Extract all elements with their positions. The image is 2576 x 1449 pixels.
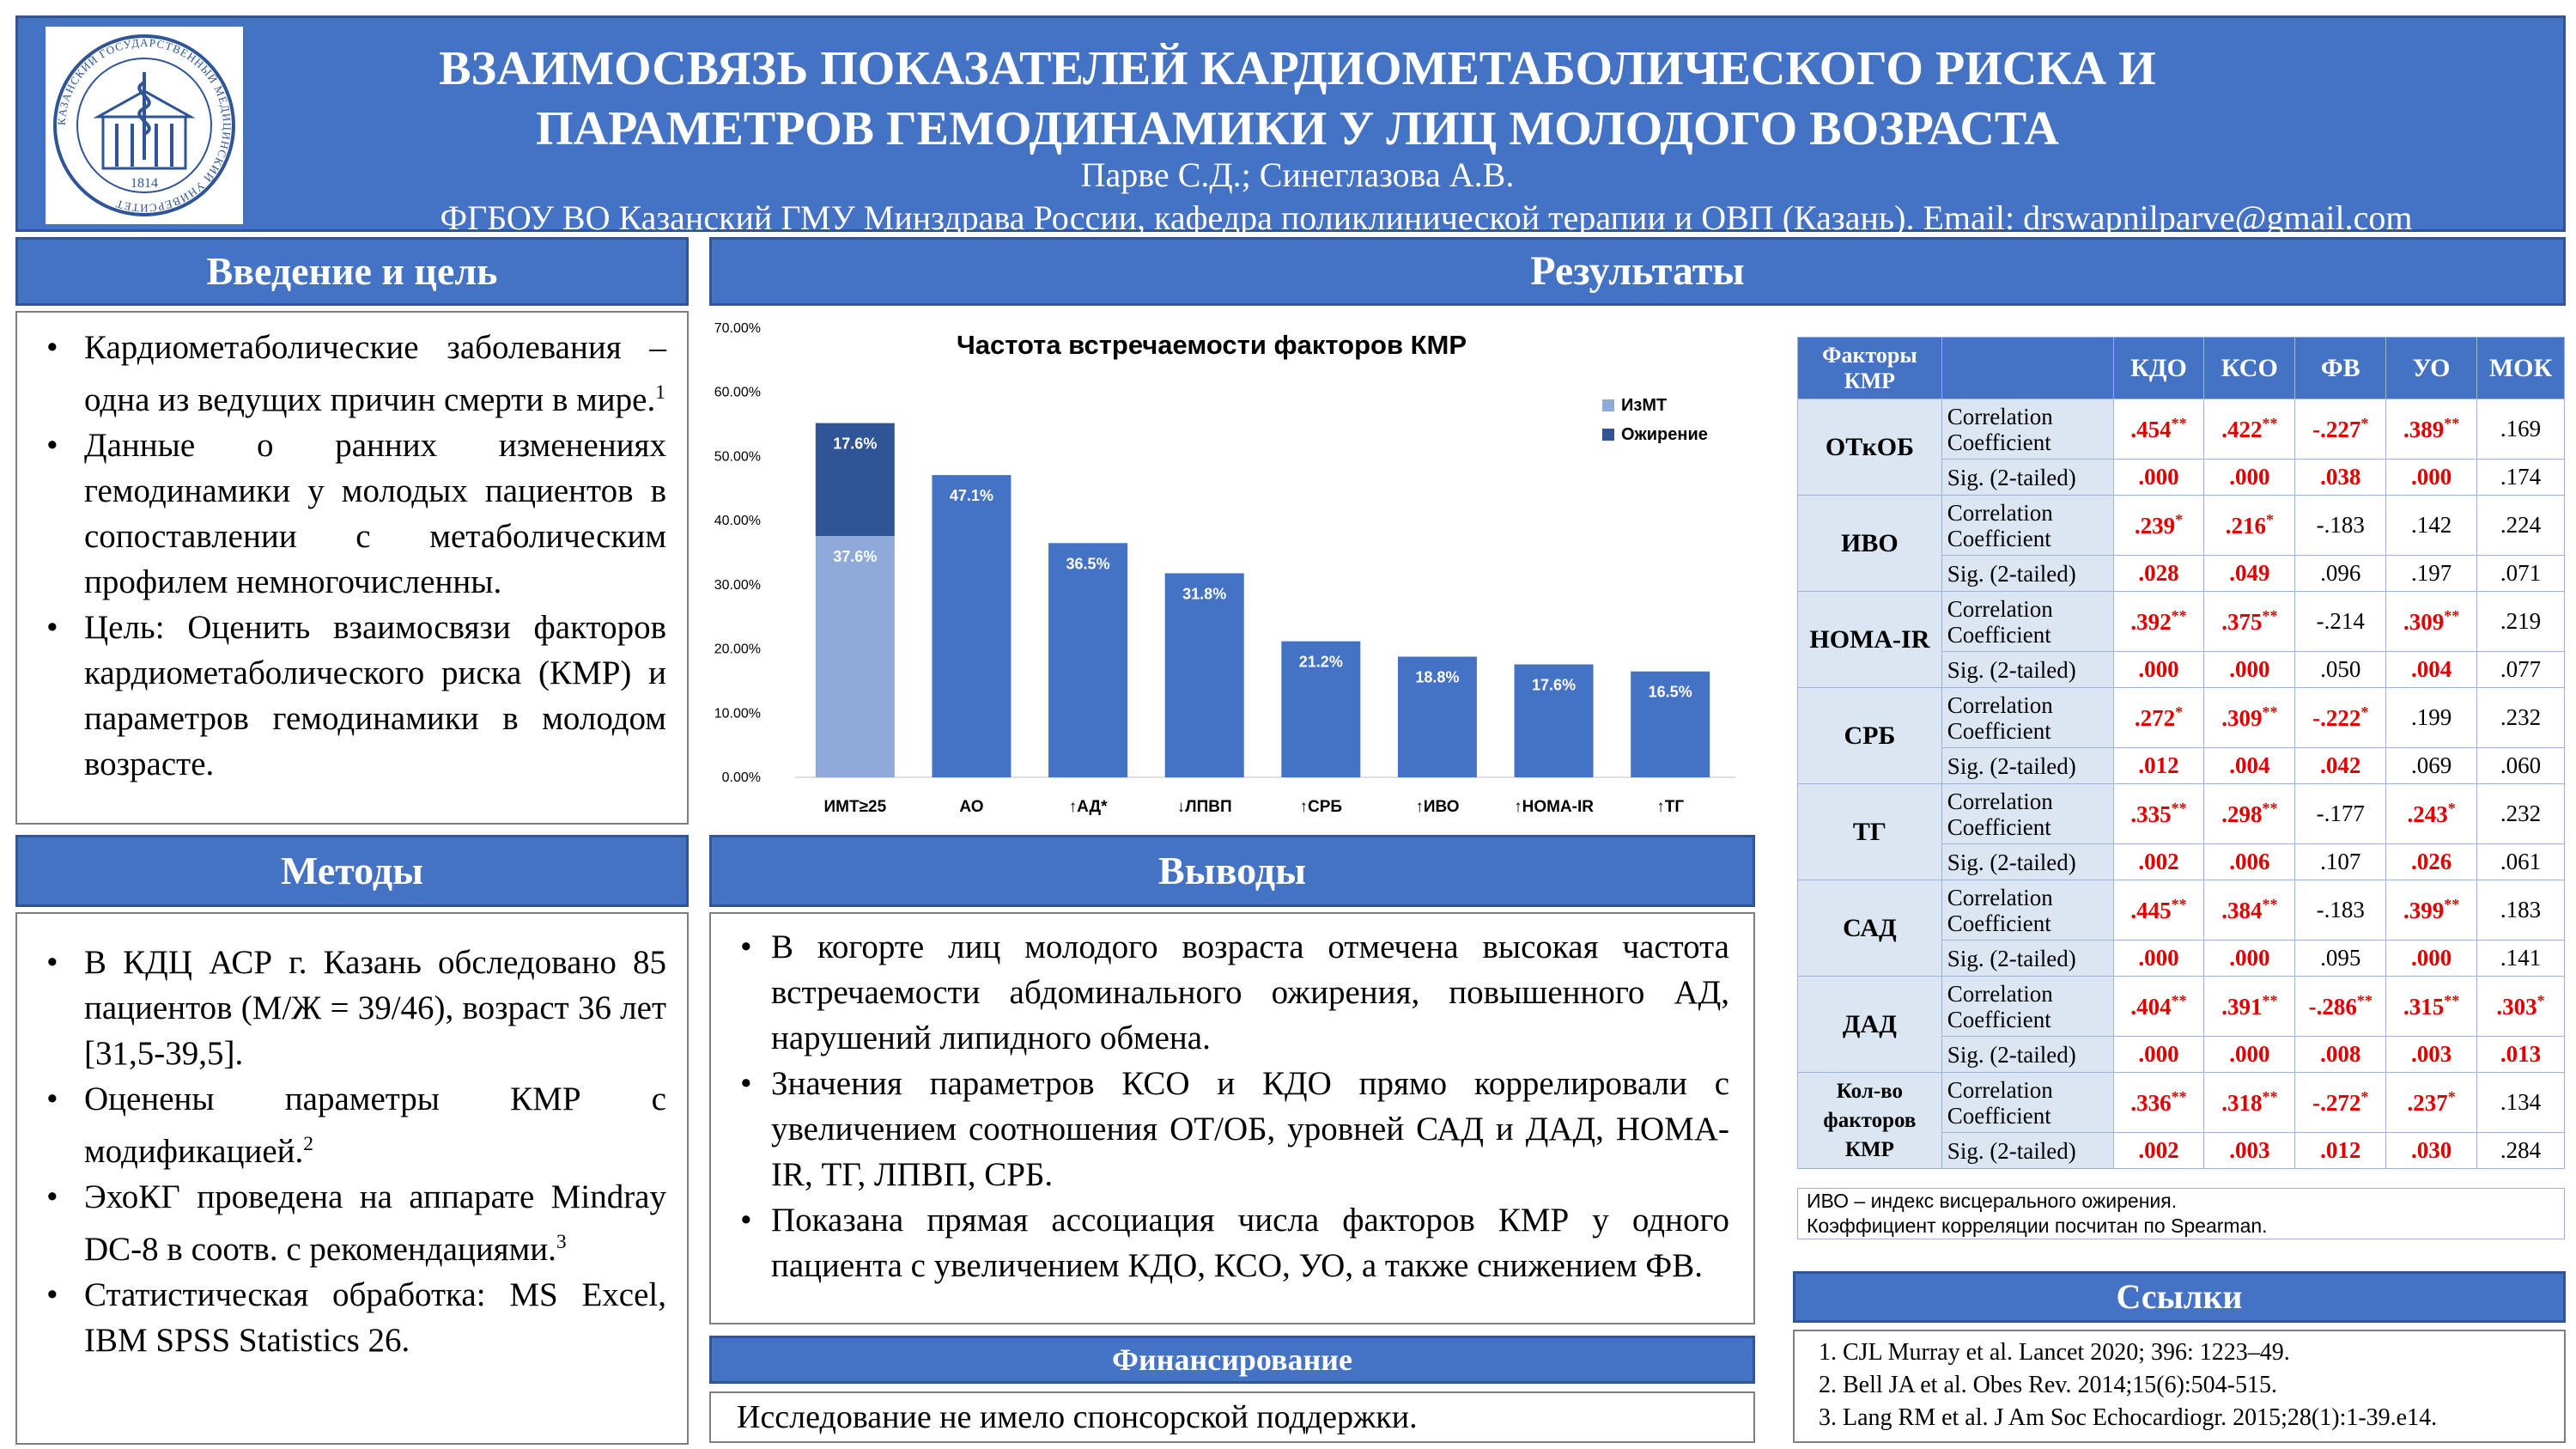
bar-data-label: 36.5% — [1066, 555, 1110, 573]
table-coefficient-cell: .199 — [2386, 688, 2477, 748]
table-coefficient-cell: .224 — [2477, 496, 2565, 556]
table-pvalue-cell: .284 — [2477, 1133, 2565, 1169]
table-stat-label: Correlation Coefficient — [1941, 496, 2113, 556]
table-stat-label: Sig. (2-tailed) — [1941, 652, 2113, 688]
table-coefficient-cell: .335** — [2113, 784, 2204, 844]
table-pvalue-cell: .000 — [2204, 1037, 2295, 1073]
table-pvalue-cell: .008 — [2295, 1037, 2386, 1073]
table-pvalue-cell: .012 — [2295, 1133, 2386, 1169]
table-coefficient-cell: .142 — [2386, 496, 2477, 556]
table-coefficient-cell: -.183 — [2295, 496, 2386, 556]
table-stat-label: Correlation Coefficient — [1941, 592, 2113, 652]
table-pvalue-cell: .071 — [2477, 556, 2565, 592]
logo-ring-text: КАЗАНСКИЙ ГОСУДАРСТВЕННЫЙ МЕДИЦИНСКИЙ УНИВЕРСИТЕТ — [54, 35, 234, 216]
table-coefficient-cell: .309** — [2386, 592, 2477, 652]
legend-label-obesity: Ожирение — [1621, 425, 1708, 444]
table-coefficient-cell: .232 — [2477, 688, 2565, 748]
table-coefficient-cell: -.177 — [2295, 784, 2386, 844]
table-coefficient-cell: -.272* — [2295, 1073, 2386, 1133]
table-header-uo: УО — [2386, 338, 2477, 399]
table-header-row — [1798, 338, 2565, 399]
x-tick-label: ↑АД* — [1068, 798, 1108, 816]
bar-data-label: 18.8% — [1415, 668, 1460, 686]
table-pvalue-cell: .141 — [2477, 941, 2565, 977]
table-stat-label: Sig. (2-tailed) — [1941, 460, 2113, 496]
table-coefficient-cell: .219 — [2477, 592, 2565, 652]
poster-title — [276, 39, 2319, 159]
bar-obesity — [1048, 543, 1127, 777]
legend-label-izmt: ИзМТ — [1621, 396, 1668, 415]
table-pvalue-cell: .000 — [2204, 460, 2295, 496]
table-coefficient-cell: .384** — [2204, 880, 2295, 941]
table-pvalue-cell: .000 — [2113, 941, 2204, 977]
table-note-line2: Коэффициент корреляции посчитан по Spearman. — [1807, 1215, 2268, 1237]
table-coefficient-cell: .169 — [2477, 399, 2565, 460]
x-tick-label: ↑СРБ — [1299, 798, 1343, 816]
x-tick-label: ↑ТГ — [1656, 798, 1685, 816]
table-row-coefficient — [1798, 496, 2565, 556]
conclusions-bullet: • Показана прямая ассоциация числа факторов КМР у одного пациента с увеличением КДО, КСО, УО, а также снижением ФВ. — [730, 1197, 1729, 1288]
table-stat-label: Correlation Coefficient — [1941, 977, 2113, 1037]
table-coefficient-cell: .399** — [2386, 880, 2477, 941]
table-stat-label: Correlation Coefficient — [1941, 1073, 2113, 1133]
conclusions-list — [730, 924, 1729, 1288]
table-pvalue-cell: .012 — [2113, 748, 2204, 784]
y-tick-label: 70.00% — [714, 321, 761, 336]
table-row-coefficient — [1798, 399, 2565, 460]
chart-title: Частота встречаемости факторов КМР — [956, 330, 1467, 360]
table-pvalue-cell: .002 — [2113, 1133, 2204, 1169]
intro-bullet: • Данные о ранних изменениях гемодинамики у молодых пациентов в сопоставлении с метаболическим профилем немногочисленны. — [36, 423, 666, 605]
table-pvalue-cell: .069 — [2386, 748, 2477, 784]
table-pvalue-cell: .174 — [2477, 460, 2565, 496]
reference-item: 2. Bell JA et al. Obes Rev. 2014;15(6):504-515. — [1819, 1372, 2278, 1398]
reference-item: 1. CJL Murray et al. Lancet 2020; 396: 1223–49. — [1819, 1339, 2290, 1366]
table-pvalue-cell: .061 — [2477, 844, 2565, 880]
methods-bullet: • В КДЦ АСР г. Казань обследовано 85 пациентов (М/Ж = 39/46), возраст 36 лет [31,5-39,5]. — [36, 940, 666, 1076]
y-tick-label: 20.00% — [714, 642, 761, 657]
table-coefficient-cell: .272* — [2113, 688, 2204, 748]
table-coefficient-cell: .375** — [2204, 592, 2295, 652]
methods-bullet: • ЭхоКГ проведена на аппарате Mindray DC-8 в соотв. с рекомендациями.$^3$ — [36, 1174, 666, 1272]
table-pvalue-cell: .026 — [2386, 844, 2477, 880]
legend-swatch-obesity — [1602, 429, 1614, 441]
table-pvalue-cell: .000 — [2204, 652, 2295, 688]
frequency-chart-svg — [709, 311, 1757, 826]
table-coefficient-cell: .422** — [2204, 399, 2295, 460]
table-header-kdo: КДО — [2113, 338, 2204, 399]
table-pvalue-cell: .006 — [2204, 844, 2295, 880]
table-pvalue-cell: .000 — [2204, 941, 2295, 977]
table-coefficient-cell: -.227* — [2295, 399, 2386, 460]
affiliation: ФГБОУ ВО Казанский ГМУ Минздрава России, кафедра поликлинической терапии и ОВП (Казань). Email: drswapnilparve@gmail.com — [440, 198, 2413, 237]
methods-bullet: • Статистическая обработка: MS Excel, IBM SPSS Statistics 26. — [36, 1272, 666, 1363]
table-row-coefficient — [1798, 1073, 2565, 1133]
table-pvalue-cell: .000 — [2386, 460, 2477, 496]
table-pvalue-cell: .038 — [2295, 460, 2386, 496]
table-stat-label: Sig. (2-tailed) — [1941, 941, 2113, 977]
logo-year: 1814 — [131, 176, 158, 191]
table-pvalue-cell: .002 — [2113, 844, 2204, 880]
results-section-title: Результаты — [709, 237, 2566, 306]
intro-box — [15, 311, 689, 825]
references-section-title: Ссылки — [1793, 1271, 2566, 1323]
bar-izmt — [816, 536, 895, 777]
intro-section-title: Введение и цель — [15, 237, 689, 306]
table-pvalue-cell: .077 — [2477, 652, 2565, 688]
y-tick-label: 60.00% — [714, 385, 761, 400]
methods-box — [15, 912, 689, 1445]
x-tick-label: ↓ЛПВП — [1176, 798, 1232, 816]
table-coefficient-cell: .445** — [2113, 880, 2204, 941]
y-tick-label: 40.00% — [714, 514, 761, 529]
x-tick-label: ↑ИВО — [1415, 798, 1460, 816]
references-box — [1793, 1330, 2566, 1443]
table-coefficient-cell: .404** — [2113, 977, 2204, 1037]
table-header-blank — [1941, 338, 2113, 399]
y-tick-label: 30.00% — [714, 577, 761, 593]
table-coefficient-cell: -.286** — [2295, 977, 2386, 1037]
table-pvalue-cell: .060 — [2477, 748, 2565, 784]
table-pvalue-cell: .030 — [2386, 1133, 2477, 1169]
funding-section-title: Финансирование — [709, 1336, 1755, 1384]
bar-obesity — [1165, 573, 1244, 777]
x-tick-label: ↑HOMA-IR — [1514, 798, 1595, 816]
table-factor-label: ИВО — [1798, 496, 1942, 592]
table-coefficient-cell: -.183 — [2295, 880, 2386, 941]
table-stat-label: Sig. (2-tailed) — [1941, 748, 2113, 784]
table-coefficient-cell: .183 — [2477, 880, 2565, 941]
table-stat-label: Sig. (2-tailed) — [1941, 1133, 2113, 1169]
conclusions-section-title: Выводы — [709, 835, 1755, 907]
table-factor-label: ДАД — [1798, 977, 1942, 1073]
table-pvalue-cell: .004 — [2386, 652, 2477, 688]
bar-data-label: 17.6% — [833, 435, 878, 453]
table-pvalue-cell: .003 — [2386, 1037, 2477, 1073]
table-pvalue-cell: .000 — [2386, 941, 2477, 977]
poster-title-line1: ВЗАИМОСВЯЗЬ ПОКАЗАТЕЛЕЙ КАРДИОМЕТАБОЛИЧЕСКОГО РИСКА И — [439, 42, 2156, 95]
table-note-line1: ИВО – индекс висцерального ожирения. — [1807, 1190, 2178, 1212]
table-stat-label: Correlation Coefficient — [1941, 784, 2113, 844]
table-pvalue-cell: .096 — [2295, 556, 2386, 592]
table-header-mok: МОК — [2477, 338, 2565, 399]
y-tick-label: 0.00% — [721, 770, 761, 785]
table-factor-label: HOMA-IR — [1798, 592, 1942, 688]
table-pvalue-cell: .107 — [2295, 844, 2386, 880]
table-coefficient-cell: .389** — [2386, 399, 2477, 460]
table-header-factors: Факторы КМР — [1798, 338, 1942, 399]
table-stat-label: Correlation Coefficient — [1941, 688, 2113, 748]
x-tick-label: АО — [959, 798, 984, 816]
table-coefficient-cell: .454** — [2113, 399, 2204, 460]
x-tick-label: ИМТ≥25 — [823, 798, 887, 816]
authors: Парве С.Д.; Синеглазова А.В. — [1080, 155, 1515, 194]
bar-data-label: 37.6% — [833, 548, 878, 566]
frequency-chart — [709, 311, 1757, 826]
funding-text: Исследование не имело спонсорской поддержки. — [709, 1391, 1755, 1443]
bar-data-label: 16.5% — [1648, 683, 1692, 701]
table-pvalue-cell: .042 — [2295, 748, 2386, 784]
table-pvalue-cell: .000 — [2113, 1037, 2204, 1073]
table-row-coefficient — [1798, 880, 2565, 941]
intro-bullet: • Цель: Оценить взаимосвязи факторов кардиометаболического риска (КМР) и параметров гемодинамики в молодом возрасте. — [36, 605, 666, 787]
intro-list — [36, 325, 666, 787]
table-stat-label: Sig. (2-tailed) — [1941, 1037, 2113, 1073]
y-tick-label: 50.00% — [714, 449, 761, 465]
table-coefficient-cell: .309** — [2204, 688, 2295, 748]
university-logo — [46, 27, 243, 224]
legend-swatch-izmt — [1602, 399, 1614, 411]
methods-list — [36, 940, 666, 1363]
conclusions-bullet: • Значения параметров КСО и КДО прямо коррелировали с увеличением соотношения ОТ/ОБ, уровней САД и ДАД, HOMA-IR, ТГ, ЛПВП, СРБ. — [730, 1061, 1729, 1197]
methods-section-title: Методы — [15, 835, 689, 907]
table-pvalue-cell: .003 — [2204, 1133, 2295, 1169]
university-seal-icon — [50, 31, 239, 220]
correlation-table — [1797, 337, 2565, 1169]
table-row-coefficient — [1798, 592, 2565, 652]
bar-data-label: 31.8% — [1182, 585, 1227, 603]
table-factor-label: Кол-во факторов КМР — [1798, 1073, 1942, 1169]
table-pvalue-cell: .028 — [2113, 556, 2204, 592]
table-coefficient-cell: .243* — [2386, 784, 2477, 844]
bar-data-label: 21.2% — [1298, 653, 1343, 671]
table-header-kso: КСО — [2204, 338, 2295, 399]
table-pvalue-cell: .050 — [2295, 652, 2386, 688]
table-pvalue-cell: .000 — [2113, 460, 2204, 496]
bar-obesity — [932, 475, 1011, 777]
table-row-coefficient — [1798, 688, 2565, 748]
table-coefficient-cell: .232 — [2477, 784, 2565, 844]
table-factor-label: САД — [1798, 880, 1942, 977]
table-pvalue-cell: .004 — [2204, 748, 2295, 784]
poster-title-line2: ПАРАМЕТРОВ ГЕМОДИНАМИКИ У ЛИЦ МОЛОДОГО ВОЗРАСТА — [536, 102, 2059, 155]
table-pvalue-cell: .013 — [2477, 1037, 2565, 1073]
methods-bullet: • Оценены параметры КМР с модификацией.$^2$ — [36, 1076, 666, 1174]
table-coefficient-cell: .391** — [2204, 977, 2295, 1037]
conclusions-bullet: • В когорте лиц молодого возраста отмечена высокая частота встречаемости абдоминального ожирения, повышенного АД, нарушений липидного обмена. — [730, 924, 1729, 1061]
table-coefficient-cell: .315** — [2386, 977, 2477, 1037]
table-pvalue-cell: .000 — [2113, 652, 2204, 688]
table-coefficient-cell: .298** — [2204, 784, 2295, 844]
table-header-fv: ФВ — [2295, 338, 2386, 399]
table-factor-label: ОТкОБ — [1798, 399, 1942, 496]
y-tick-label: 10.00% — [714, 706, 761, 721]
table-pvalue-cell: .095 — [2295, 941, 2386, 977]
table-coefficient-cell: .318** — [2204, 1073, 2295, 1133]
table-coefficient-cell: .134 — [2477, 1073, 2565, 1133]
table-coefficient-cell: .336** — [2113, 1073, 2204, 1133]
table-stat-label: Correlation Coefficient — [1941, 399, 2113, 460]
table-coefficient-cell: .239* — [2113, 496, 2204, 556]
table-stat-label: Correlation Coefficient — [1941, 880, 2113, 941]
table-coefficient-cell: -.214 — [2295, 592, 2386, 652]
table-coefficient-cell: .303* — [2477, 977, 2565, 1037]
table-row-coefficient — [1798, 977, 2565, 1037]
table-coefficient-cell: .216* — [2204, 496, 2295, 556]
table-coefficient-cell: -.222* — [2295, 688, 2386, 748]
table-coefficient-cell: .237* — [2386, 1073, 2477, 1133]
table-note — [1797, 1188, 2565, 1239]
table-pvalue-cell: .049 — [2204, 556, 2295, 592]
table-factor-label: ТГ — [1798, 784, 1942, 880]
intro-bullet: • Кардиометаболические заболевания – одна из ведущих причин смерти в мире.$^1$ — [36, 325, 666, 423]
poster-header — [15, 15, 2566, 237]
conclusions-box — [709, 912, 1755, 1324]
table-coefficient-cell: .392** — [2113, 592, 2204, 652]
references-list — [1819, 1336, 2564, 1434]
bar-data-label: 47.1% — [949, 487, 993, 505]
reference-item: 3. Lang RM et al. J Am Soc Echocardiogr. 2015;28(1):1-39.e14. — [1819, 1404, 2438, 1431]
table-stat-label: Sig. (2-tailed) — [1941, 556, 2113, 592]
bar-data-label: 17.6% — [1532, 676, 1577, 694]
table-row-coefficient — [1798, 784, 2565, 844]
table-pvalue-cell: .197 — [2386, 556, 2477, 592]
table-factor-label: СРБ — [1798, 688, 1942, 784]
table-stat-label: Sig. (2-tailed) — [1941, 844, 2113, 880]
